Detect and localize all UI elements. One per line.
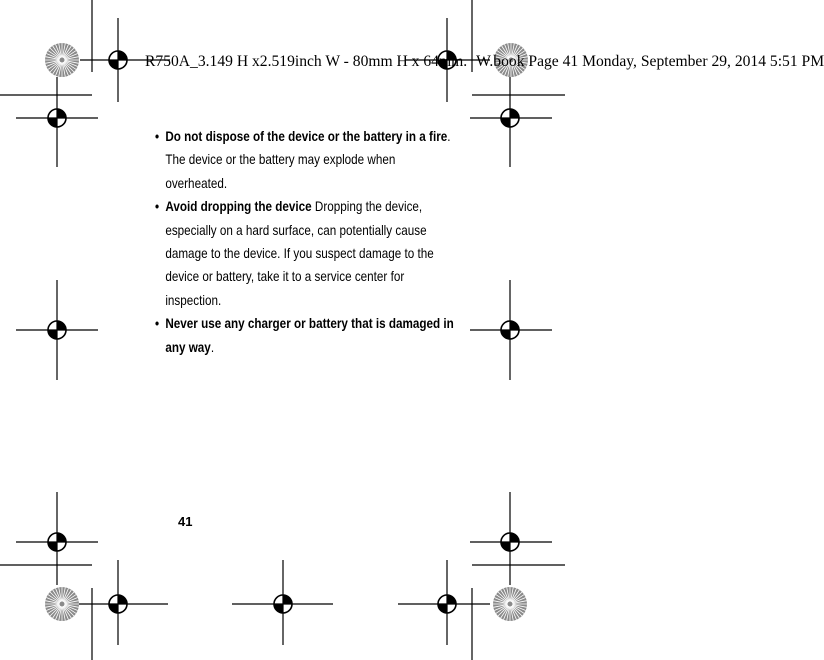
bullet-heading: Do not dispose of the device or the battery in a fire: [165, 129, 448, 144]
bullet-heading: Avoid dropping the device: [165, 199, 312, 215]
slug-text-left: R750A_3.149 H x2.519inch W - 80mm H x 64mm.: [145, 53, 468, 70]
page-number: 41: [178, 514, 193, 529]
bullet-dot-icon: •: [155, 199, 160, 215]
safety-bullet-list: [155, 125, 454, 359]
bullet-text: . The device or the battery may explode when overheated.: [165, 129, 451, 191]
slug-text-right: W.book Page 41 Monday, September 29, 2014 5:51 PM: [476, 53, 824, 70]
print-slug-line: [145, 52, 824, 72]
bullet-item-fire: [155, 125, 454, 195]
bullet-dot-icon: •: [155, 316, 160, 332]
bullet-item-damaged-charger: [155, 312, 454, 359]
bullet-text: Dropping the device, especially on a hard surface, can potentially cause damage to the device. If you suspect damage to the device or battery, take it to a service center for inspection.: [165, 199, 434, 308]
bullet-item-dropping: [155, 195, 454, 312]
bullet-dot-icon: •: [155, 129, 160, 144]
bullet-heading: Never use any charger or battery that is damaged in any way: [165, 316, 454, 355]
bullet-text: .: [210, 339, 215, 355]
